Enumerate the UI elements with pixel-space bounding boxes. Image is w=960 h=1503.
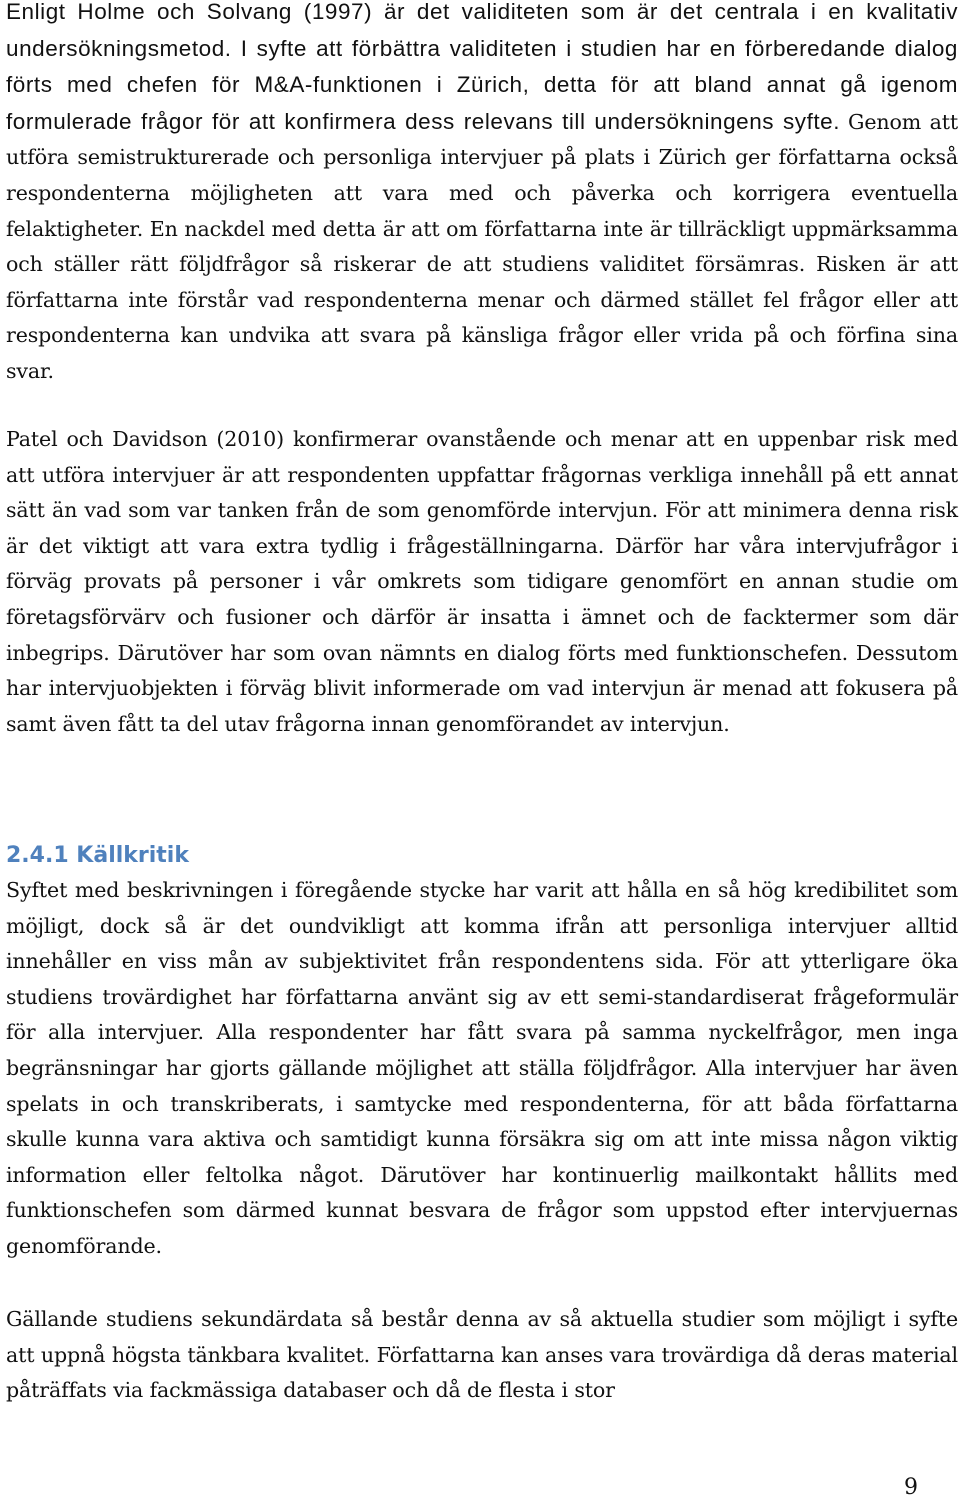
paragraph-kallkritik: Syftet med beskrivningen i föregående stycke har varit att hålla en så hög kredibilitet som möjligt, dock så är det oundvikligt att komma ifrån att personliga intervjuer alltid innehåller en viss mån av subjektivitet från respondentens sida. För att ytterligare öka studiens trovärdighet har författarna använt sig av ett semi-standardiserat frågeformulär för alla intervjuer. Alla respondenter har fått svara på samma nyckelfrågor, men inga begränsningar har gjorts gällande möjlighet att ställa följdfrågor. Alla intervjuer har även spelats in och transkriberats, i samtycke med respondenterna, för att båda författarna skulle kunna vara aktiva och samtidigt kunna försäkra sig om att inte missa någon viktig information eller feltolka något. Därutöver har kontinuerlig mailkontakt hållits med funktionschefen som därmed kunnat besvara de frågor som uppstod efter intervjuernas genomförande. [6,878,958,1258]
paragraph-validity [6,0,958,390]
paragraph-patel-davidson: Patel och Davidson (2010) konfirmerar ovanstående och menar att en uppenbar risk med att utföra intervjuer är att respondenten uppfattar frågornas verkliga innehåll på ett annat sätt än vad som var tanken från de som genomförde intervjun. För att minimera denna risk är det viktigt att vara extra tydlig i frågeställningarna. Därför har våra intervjufrågor i förväg provats på personer i vår omkrets som tidigare genomfört en annan studie om företagsförvärv och fusioner och därför är insatta i ämnet och de facktermer som där inbegrips. Därutöver har som ovan nämnts en dialog förts med funktionschefen. Dessutom har intervjuobjekten i förväg blivit informerade om vad intervjun är menad att fokusera på samt även fått ta del utav frågorna innan genomförandet av intervjun. [6,427,958,736]
page-number: 9 [904,1475,918,1500]
paragraph-secondary-data: Gällande studiens sekundärdata så består denna av så aktuella studier som möjligt i syfte att uppnå högsta tänkbara kvalitet. Författarna kan anses vara trovärdiga då deras material påträffats via fackmässiga databaser och då de flesta i stor [6,1307,958,1403]
section-heading-kallkritik: 2.4.1 Källkritik [6,843,189,868]
paragraph-validity-part-a: Enligt Holme och Solvang (1997) är det validiteten som är det centrala i en kvalitativ undersökningsmetod. I syfte att förbättra validiteten i studien har en förberedande dialog förts med chefen för M&A-funktionen i Zürich, detta för att bland annat gå igenom formulerade frågor för att konfirmera dess relevans till undersökningens syfte. [6,0,958,134]
paragraph-validity-part-b: Genom att utföra semistrukturerade och personliga intervjuer på plats i Zürich ger författarna också respondenterna möjligheten att vara med och påverka och korrigera eventuella felaktigheter. En nackdel med detta är att om författarna inte är tillräckligt uppmärksamma och ställer rätt följdfrågor så riskerar de att studiens validitet försämras. Risken är att författarna inte förstår vad respondenterna menar och därmed stället fel frågor eller att respondenterna kan undvika att svara på känsliga frågor eller vrida på och förfina sina svar. [6,109,958,383]
